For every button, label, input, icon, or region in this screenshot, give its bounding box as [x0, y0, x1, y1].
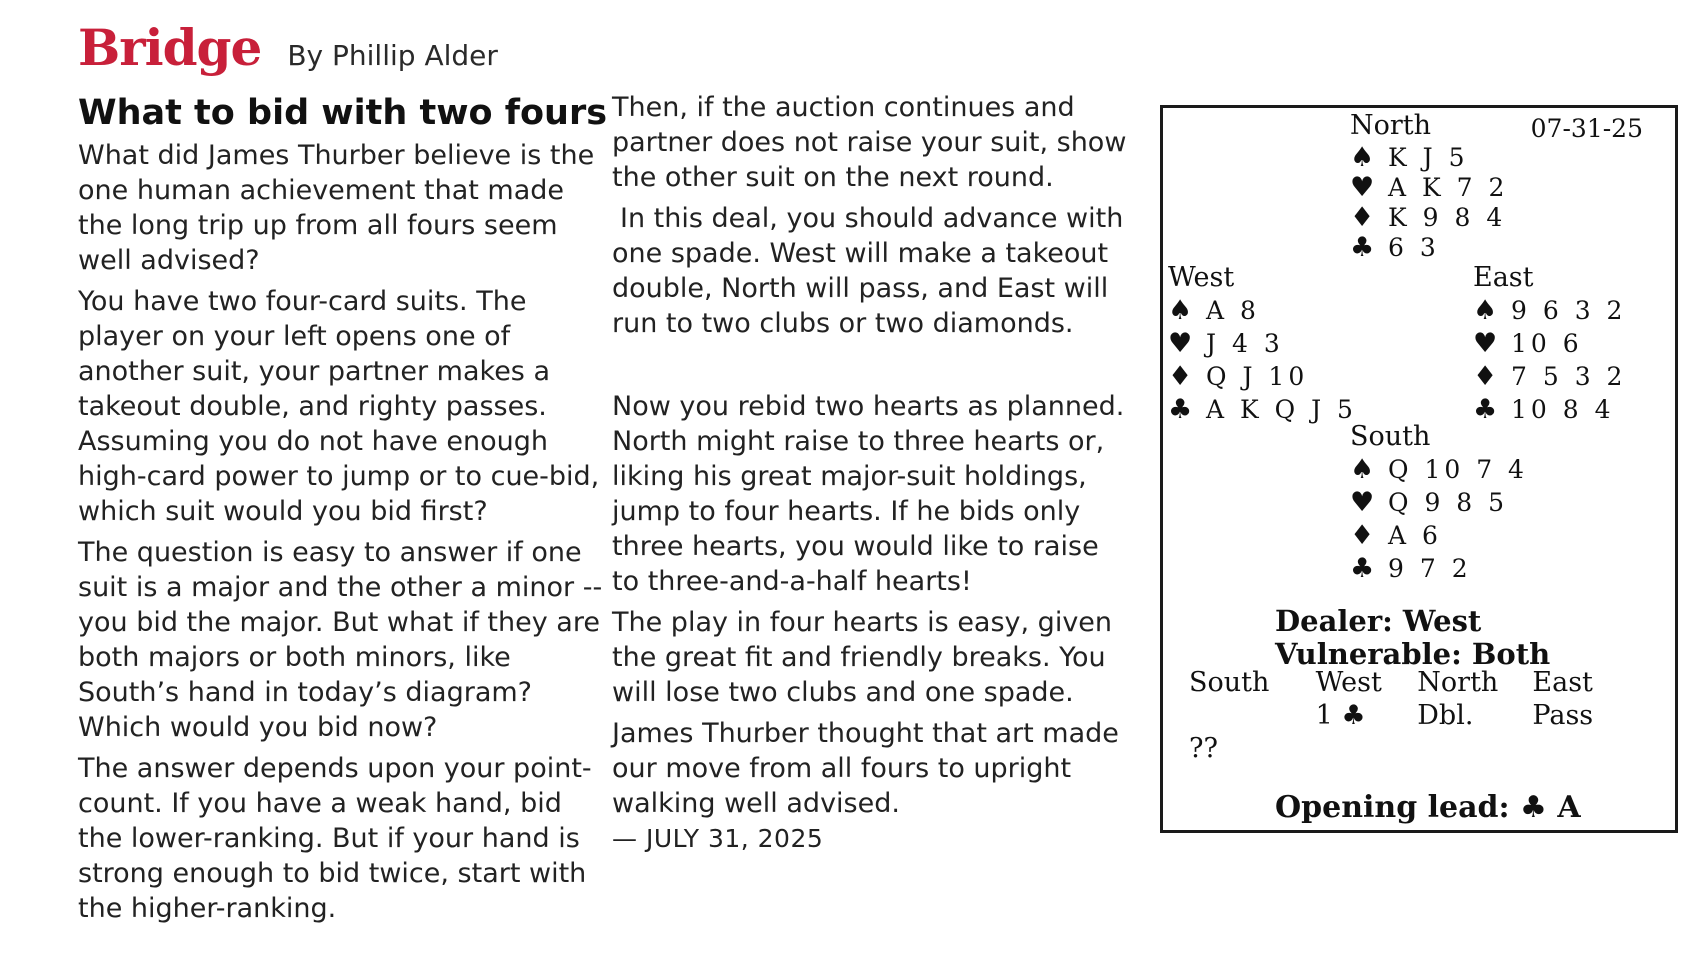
byline: By Phillip Alder: [287, 39, 498, 72]
auction-header-east: East: [1532, 667, 1593, 698]
north-hand: [1350, 110, 1508, 262]
club-icon: ♣: [1350, 231, 1375, 263]
east-hearts: 10 6: [1511, 329, 1583, 358]
paragraph: In this deal, you should advance with one spade. West will make a takeout double, North will pass, and East will run to two clubs or two diamonds.: [612, 203, 1124, 339]
paragraph: The question is easy to answer if one suit is a major and the other a minor -- you bid the major. But what if they are both majors or both minors, like South’s hand in today’s diagram? Which would you bid now?: [78, 537, 603, 743]
diamond-icon: ♦: [1473, 361, 1498, 392]
paragraph: James Thurber thought that art made our move from all fours to upright walking well advised.: [612, 718, 1119, 819]
column-title: Bridge: [78, 18, 262, 77]
east-label: East: [1473, 262, 1534, 293]
date-code: 07-31-25: [1530, 114, 1643, 143]
spade-icon: ♠: [1350, 141, 1375, 173]
dateline: — JULY 31, 2025: [612, 824, 824, 853]
north-diamonds: K 9 8 4: [1388, 202, 1507, 232]
bridge-diagram: [1160, 105, 1678, 833]
vulnerability-info: Vulnerable: Both: [1275, 637, 1551, 671]
heart-icon: ♥: [1473, 328, 1498, 359]
east-diamonds: 7 5 3 2: [1511, 362, 1627, 391]
south-clubs: 9 7 2: [1388, 554, 1472, 583]
spade-icon: ♠: [1168, 295, 1193, 326]
east-clubs: 10 8 4: [1511, 395, 1615, 424]
west-diamonds: Q J 10: [1206, 362, 1309, 391]
spade-icon: ♠: [1350, 454, 1375, 485]
north-clubs: 6 3: [1388, 232, 1440, 262]
west-hand: [1168, 262, 1357, 426]
auction-header-south: South: [1189, 667, 1270, 698]
auction-row: [1189, 699, 1659, 732]
auction-cell: 1 ♣: [1315, 700, 1366, 731]
diamond-icon: ♦: [1168, 361, 1193, 392]
paragraph: The answer depends upon your point-count. If you have a weak hand, bid the lower-ranking. But if your hand is strong enough to bid twice, start with the higher-ranking.: [78, 753, 592, 924]
club-icon: ♣: [1168, 394, 1193, 425]
masthead: [78, 18, 498, 77]
article-column-1: [78, 90, 608, 932]
south-hearts: Q 9 8 5: [1388, 488, 1509, 517]
club-icon: ♣: [1350, 553, 1375, 584]
paragraph: What did James Thurber believe is the one human achievement that made the long trip up from all fours seem well advised?: [78, 140, 595, 276]
opening-lead: Opening lead: ♣ A: [1275, 790, 1581, 825]
auction-row: [1189, 732, 1659, 765]
west-clubs: A K Q J 5: [1206, 395, 1357, 424]
south-diamonds: A 6: [1388, 521, 1442, 550]
dealer-info: Dealer: West: [1275, 604, 1482, 638]
auction-cell: Dbl.: [1417, 700, 1474, 731]
auction-table: [1189, 666, 1659, 765]
paragraph: Then, if the auction continues and partner does not raise your suit, show the other suit on the next round.: [612, 92, 1127, 193]
paragraph: You have two four-card suits. The player on your left opens one of another suit, your partner makes a takeout double, and righty passes. Assuming you do not have enough high-card power to jump or to cue-bid, which suit would you bid first?: [78, 286, 600, 527]
heart-icon: ♥: [1168, 328, 1193, 359]
paragraph: Now you rebid two hearts as planned. North might raise to three hearts or, liking his great major-suit holdings, jump to four hearts. If he bids only three hearts, you would like to raise to three-and-a-half hearts!: [612, 391, 1125, 597]
north-label: North: [1350, 110, 1432, 141]
paragraph: The play in four hearts is easy, given the great fit and friendly breaks. You will lose two clubs and one spade.: [612, 607, 1113, 708]
heart-icon: ♥: [1350, 487, 1375, 518]
club-icon: ♣: [1473, 394, 1498, 425]
auction-header-north: North: [1417, 667, 1499, 698]
south-spades: Q 10 7 4: [1388, 455, 1528, 484]
auction-header-west: West: [1315, 667, 1382, 698]
diamond-icon: ♦: [1350, 520, 1375, 551]
spade-icon: ♠: [1473, 295, 1498, 326]
south-label: South: [1350, 421, 1431, 452]
south-hand: [1350, 421, 1528, 585]
headline: What to bid with two fours: [78, 93, 608, 133]
auction-header: [1189, 666, 1659, 699]
west-label: West: [1168, 262, 1235, 293]
west-hearts: J 4 3: [1206, 329, 1284, 358]
auction-cell: Pass: [1532, 700, 1594, 731]
east-hand: [1473, 262, 1626, 426]
diamond-icon: ♦: [1350, 201, 1375, 233]
west-spades: A 8: [1206, 296, 1260, 325]
article-column-2: [612, 90, 1127, 856]
north-spades: K J 5: [1388, 142, 1469, 172]
auction-cell: ??: [1189, 733, 1218, 764]
east-spades: 9 6 3 2: [1511, 296, 1627, 325]
north-hearts: A K 7 2: [1388, 172, 1509, 202]
heart-icon: ♥: [1350, 171, 1375, 203]
